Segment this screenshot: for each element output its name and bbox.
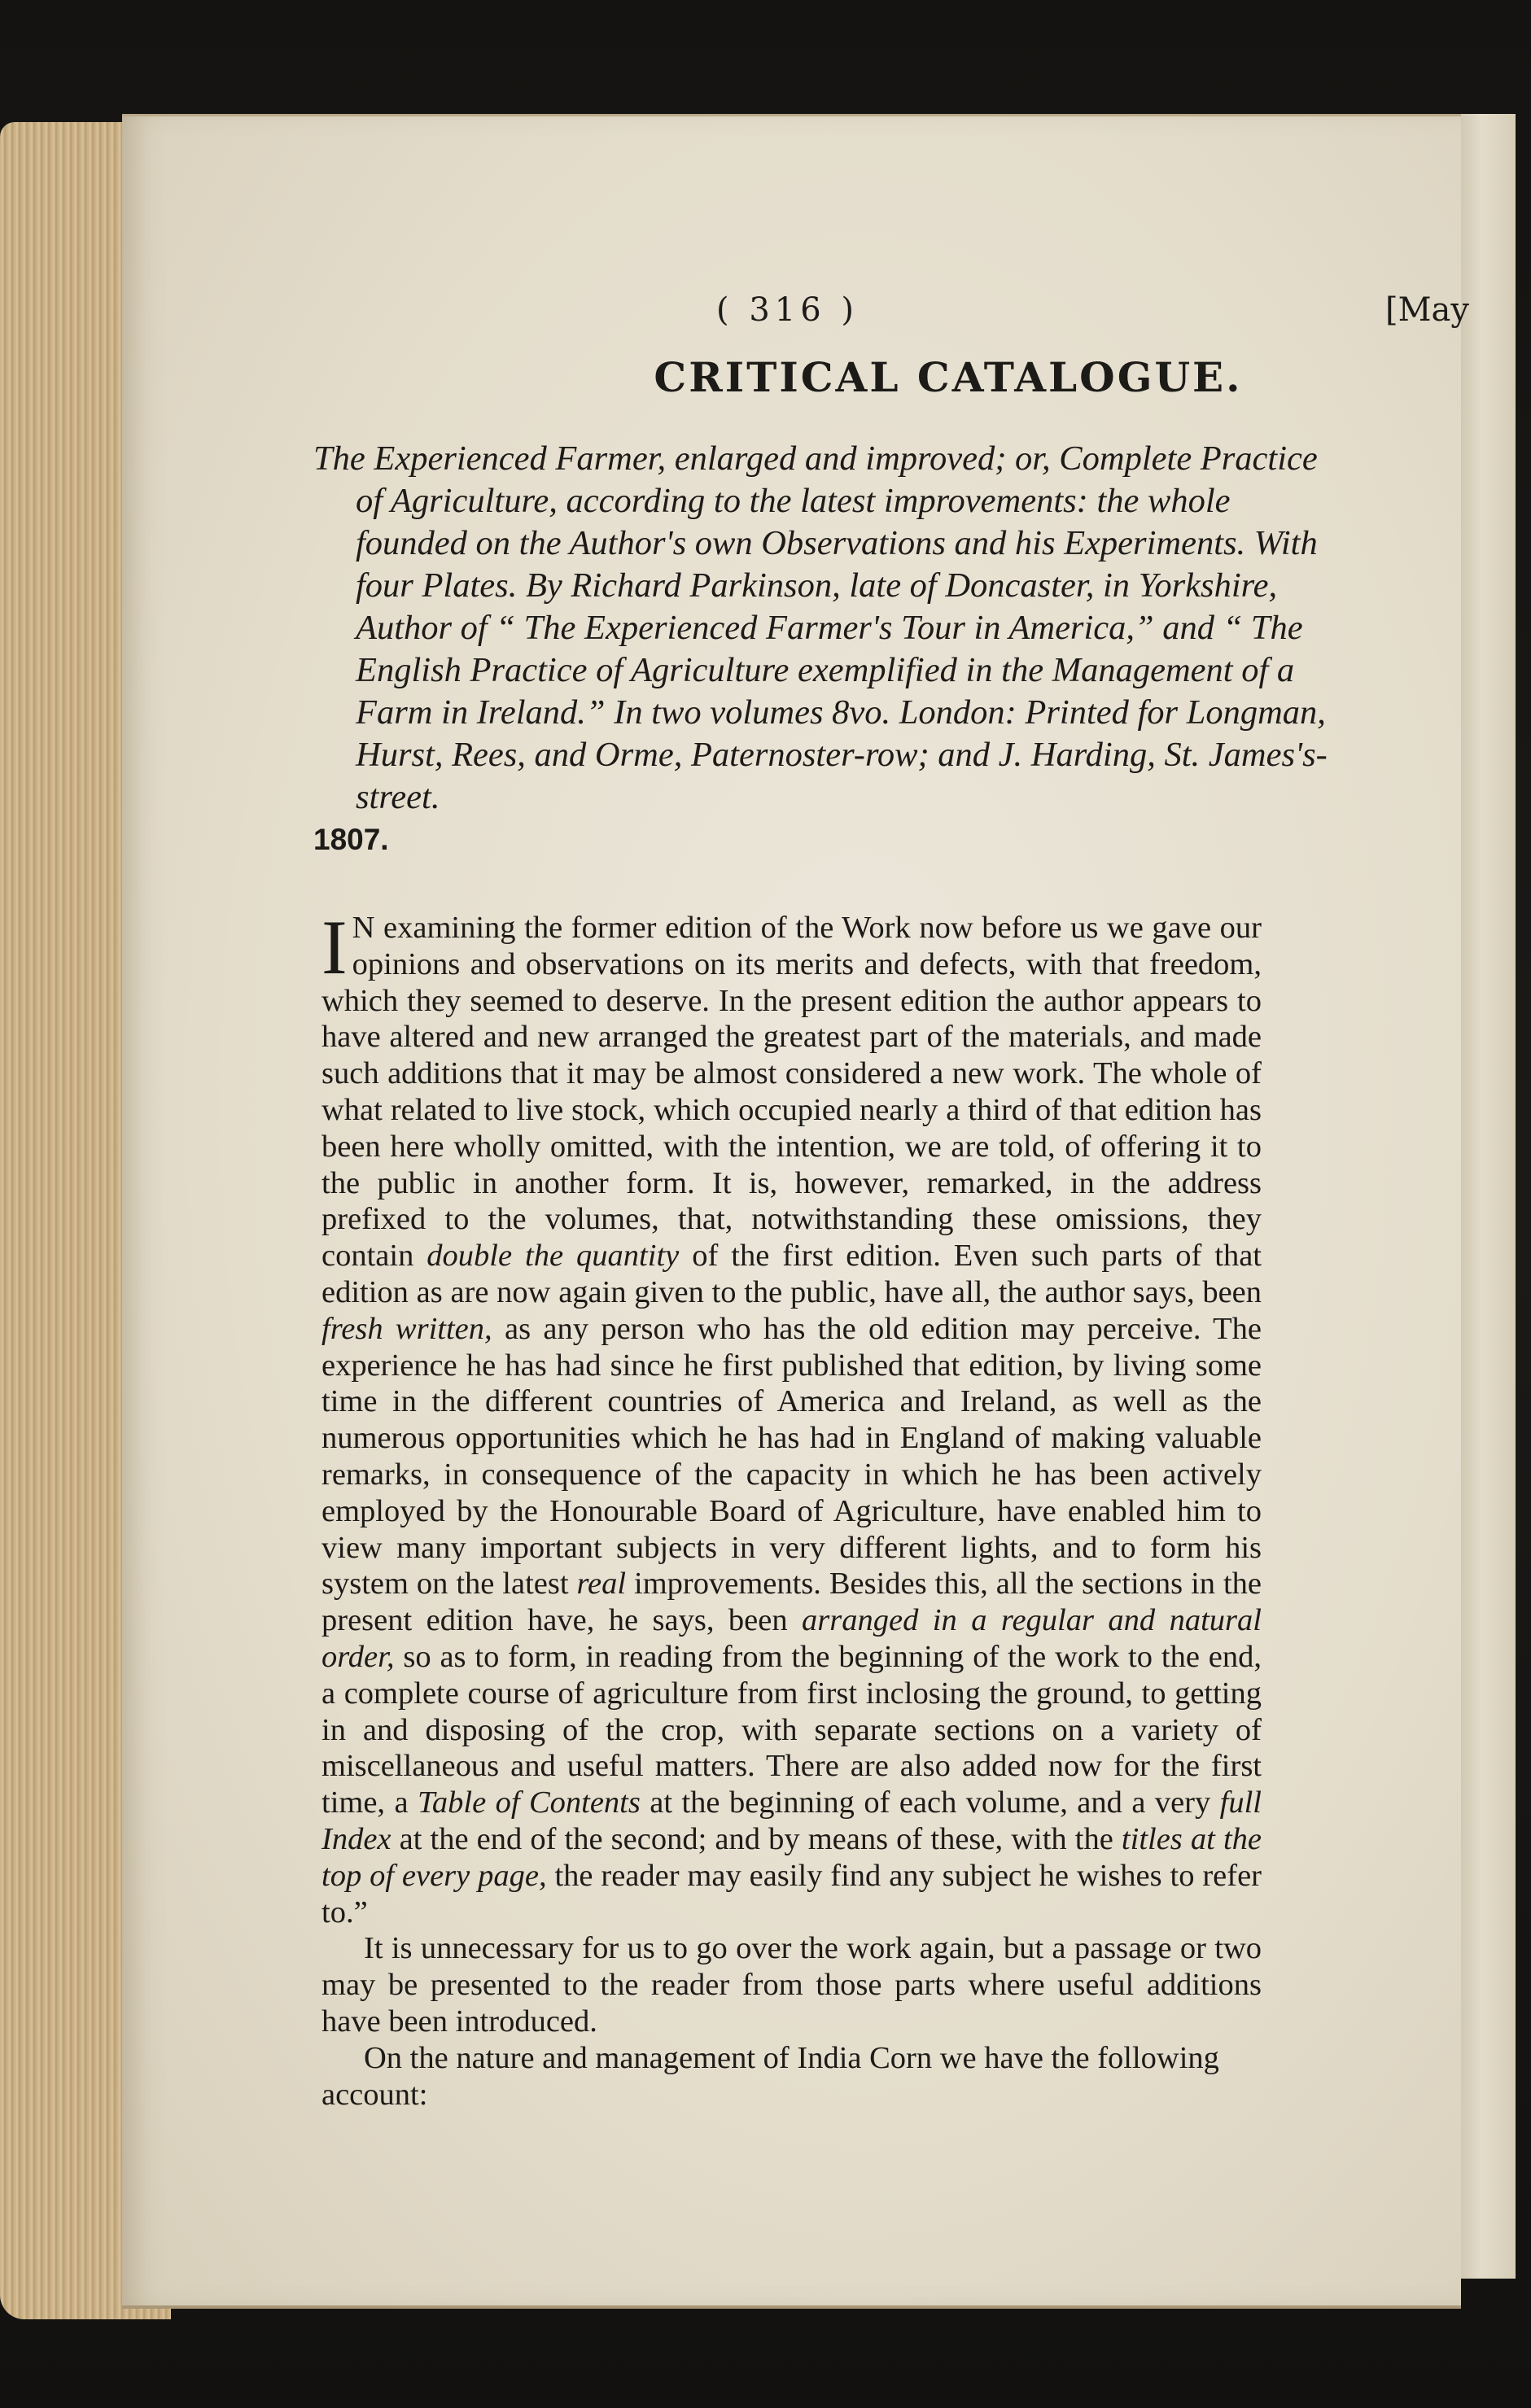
running-head-month: [May (1384, 291, 1469, 329)
paragraph-2: It is unnecessary for us to go over the work again, but a passage or two may be presented to the reader from those parts where useful additions have been introduced. (322, 1931, 1262, 2039)
p1-emphasis-1: double the quantity (426, 1239, 680, 1274)
p1-emphasis-5: Table of Contents (418, 1785, 641, 1820)
page-content (313, 291, 1489, 2113)
review-body (322, 904, 1262, 2113)
citation-year: 1807. (313, 823, 389, 856)
p1-emphasis-7: titles at the top of every page, (322, 1821, 1262, 1893)
book-citation (313, 438, 1349, 861)
paragraph-1 (322, 904, 1262, 1930)
p1-text-g: at the end of the second; and by means of these, with the (391, 1821, 1122, 1856)
p1-emphasis-6: full Index (322, 1785, 1262, 1856)
p1-emphasis-2: fresh written, (322, 1311, 492, 1346)
p1-text-e: so as to form, in reading from the beginning of the work to the end, a complete course of agriculture from first inclosing the ground, to getting in and disposing of the crop, with separate sections on a variety of miscellaneous and useful matters. There are also added now for the first time, a (322, 1639, 1262, 1820)
p1-text-f: at the beginning of each volume, and a very (640, 1785, 1220, 1820)
page-number: ( 316 ) (716, 291, 859, 329)
p1-emphasis-3: real (576, 1567, 627, 1602)
running-head (391, 291, 1489, 340)
p1-text-h: the reader may easily find any subject he wishes to refer to.” (322, 1858, 1262, 1929)
p1-text-c: as any person who has the old edition may perceive. The experience he has had since he first published that edition, by living some time in the different countries of America and Ireland, as well as the numerous opportunities which he has had in England of making valuable remarks, in consequence of the capacity in which he has been actively employed by the Honourable Board of Agriculture, have enabled him to view many important subjects in very different lights, and to form his system on the latest (322, 1311, 1262, 1602)
p1-text-a: IN examining the former edition of the Work now before us we gave our opinions and observations on its merits and defects, with that freedom, which they seemed to deserve. In the present edition the author appears to have altered and new arranged the greatest part of the materials, and made such additions that it may be almost considered a new work. The whole of what related to live stock, which occupied nearly a third of that edition has been here wholly omitted, with the intention, we are told, of offering it to the public in another form. It is, however, remarked, in the address prefixed to the volumes, that, notwithstanding these omissions, they contain (322, 904, 1262, 1274)
citation-text: The Experienced Farmer, enlarged and improved; or, Complete Practice of Agriculture, according to the latest improvements: the whole founded on the Author's own Observations and his Experiments. With four Plates. By Richard Parkinson, late of Doncaster, in Yorkshire, Author of “ The Experienced Farmer's Tour in America,” and “ The English Practice of Agriculture exemplified in the Management of a Farm in Ireland.” In two volumes 8vo. London: Printed for Longman, Hurst, Rees, and Orme, Paternoster-row; and J. Harding, St. James's-street. (313, 439, 1328, 816)
book-page (122, 114, 1469, 2309)
p1-emphasis-4: arranged in a regular and natural order, (322, 1603, 1262, 1674)
section-title: CRITICAL CATALOGUE. (654, 353, 1243, 401)
paragraph-3: On the nature and management of India Corn we have the following account: (322, 2040, 1219, 2112)
p1-text-d: improvements. Besides this, all the sections in the present edition have, he says, been (322, 1567, 1262, 1638)
p1-text-b: of the first edition. Even such parts of that edition as are now again given to the public, have all, the author says, been (322, 1239, 1262, 1309)
